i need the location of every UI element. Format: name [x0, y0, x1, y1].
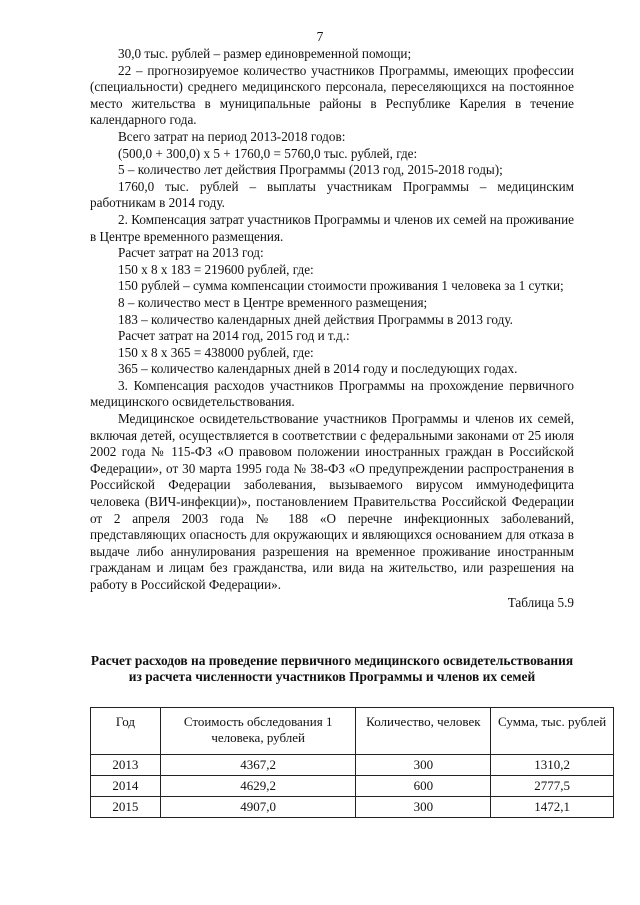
table-cell: 2777,5 — [491, 776, 614, 797]
column-header: Сумма, тыс. рублей — [491, 708, 614, 755]
paragraph: 3. Компенсация расходов участников Программы на прохождение первичного медицинского освидетельствования. — [90, 377, 574, 410]
table-cell: 300 — [356, 755, 491, 776]
table-cell: 1472,1 — [491, 797, 614, 818]
table-row — [91, 776, 614, 797]
table-cell: 4907,0 — [160, 797, 356, 818]
paragraph: 30,0 тыс. рублей – размер единовременной помощи; — [118, 46, 412, 61]
paragraph: 183 – количество календарных дней действия Программы в 2013 году. — [118, 311, 513, 327]
table-cell: 2013 — [91, 755, 161, 776]
page-number: 7 — [316, 29, 324, 44]
paragraph: 150 х 8 х 183 = 219600 рублей, где: — [118, 261, 314, 277]
paragraph: 150 х 8 х 365 = 438000 рублей, где: — [118, 344, 314, 360]
table-reference: Таблица 5.9 — [507, 594, 574, 610]
paragraph: 2. Компенсация затрат участников Программы и членов их семей на проживание в Центре временного размещения. — [90, 211, 574, 244]
paragraph: (500,0 + 300,0) х 5 + 1760,0 = 5760,0 тыс. рублей, где: — [118, 145, 418, 161]
paragraph: 150 рублей – сумма компенсации стоимости проживания 1 человека за 1 сутки; — [118, 278, 564, 294]
column-header: Год — [91, 708, 161, 755]
paragraph: Расчет затрат на 2013 год: — [118, 245, 264, 261]
table-cell: 300 — [356, 797, 491, 818]
paragraph: 1760,0 тыс. рублей – выплаты участникам Программы – медицинским работникам в 2014 году. — [90, 178, 574, 211]
table-title: Расчет расходов на проведение первичного медицинского освидетельствования из расчета численности участников Программы и членов их семей — [90, 653, 574, 685]
paragraph: 22 – прогнозируемое количество участников Программы, имеющих профессии (специальности) среднего медицинского персонала, переселяющихся на постоянное место жительства в муниципальные районы в Республике Карелия в течение календарного года. — [90, 62, 574, 128]
table-cell: 2014 — [91, 776, 161, 797]
data-table — [90, 707, 614, 818]
table-row — [91, 797, 614, 818]
table-header-row — [91, 708, 614, 755]
table-cell: 1310,2 — [491, 755, 614, 776]
table-cell: 2015 — [91, 797, 161, 818]
paragraph: Медицинское освидетельствование участников Программы и членов их семей, включая детей, осуществляется в соответствии с федеральными законами от 25 июля 2002 года № 115-ФЗ «О правовом положении иностранных граждан в Российской Федерации», от 30 марта 1995 года № 38-ФЗ «О предупреждении распространения в Российской Федерации заболевания, вызываемого вирусом иммунодефицита человека (ВИЧ-инфекции)», постановлением Правительства Российской Федерации от 2 апреля 2003 года № 188 «О перечне инфекционных заболеваний, представляющих опасность для окружающих и являющихся основанием для отказа в выдаче либо аннулирования разрешения на временное проживание иностранным гражданам и лицам без гражданства, или вида на жительство, или разрешения на работу в Российской Федерации». — [90, 411, 574, 592]
column-header: Количество, человек — [356, 708, 491, 755]
table-row — [91, 755, 614, 776]
table-cell: 600 — [356, 776, 491, 797]
table-cell: 4629,2 — [160, 776, 356, 797]
paragraph: 365 – количество календарных дней в 2014 году и последующих годах. — [118, 361, 518, 377]
column-header: Стоимость обследования 1 человека, рублей — [160, 708, 356, 755]
paragraph: Расчет затрат на 2014 год, 2015 год и т.д.: — [118, 328, 350, 344]
paragraph: 5 – количество лет действия Программы (2013 год, 2015-2018 годы); — [118, 162, 503, 178]
table-cell: 4367,2 — [160, 755, 356, 776]
paragraph: 8 – количество мест в Центре временного размещения; — [118, 294, 428, 310]
document-body — [90, 46, 574, 611]
paragraph: Всего затрат на период 2013-2018 годов: — [118, 128, 346, 144]
